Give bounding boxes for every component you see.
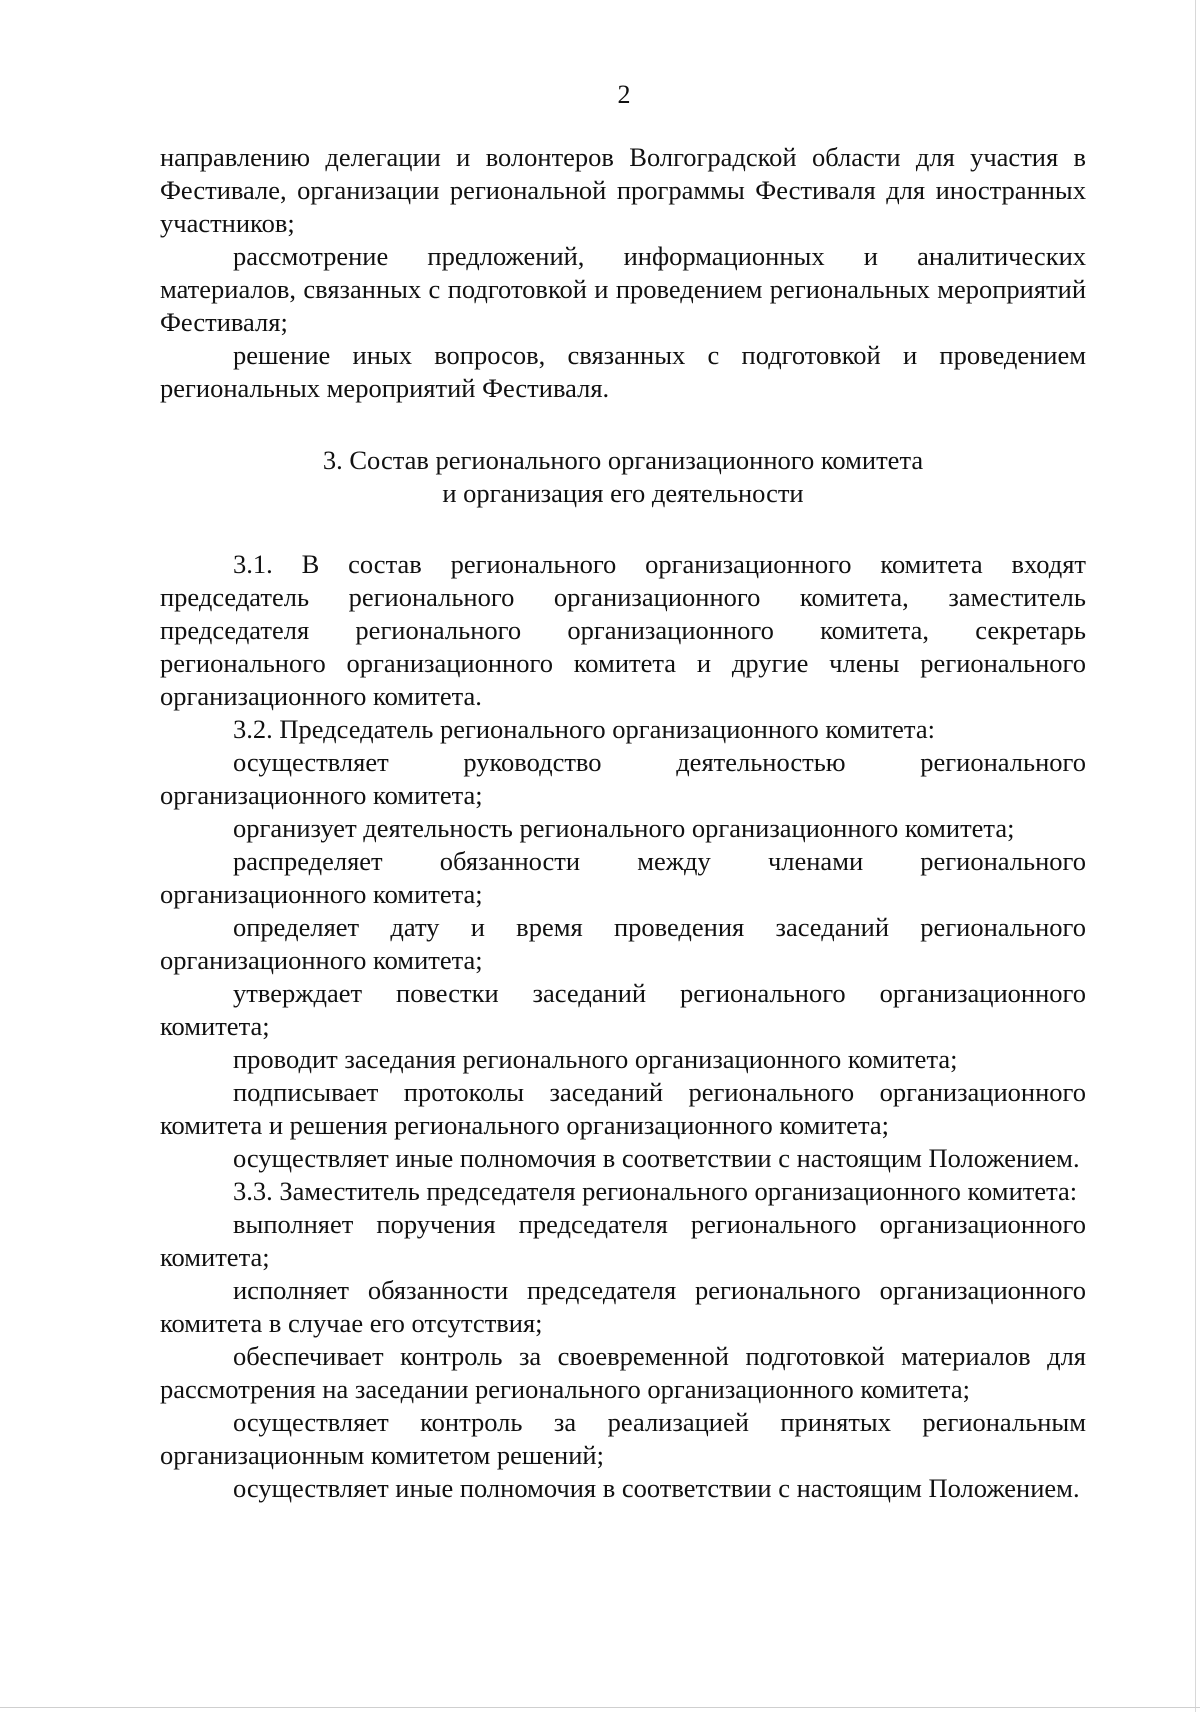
paragraph: проводит заседания регионального организационного комитета; bbox=[233, 1044, 958, 1074]
document-body bbox=[160, 141, 1086, 1505]
section-heading-line: и организация его деятельности bbox=[442, 478, 804, 508]
paragraph: 3.2. Председатель регионального организационного комитета: bbox=[233, 714, 935, 744]
scan-bottom-line bbox=[0, 1707, 1200, 1708]
section-heading bbox=[160, 444, 1086, 510]
paragraph: рассмотрение предложений, информационных и аналитических материалов, связанных с подготовкой и проведением региональных мероприятий Фестиваля; bbox=[160, 241, 1086, 337]
section-heading-line: 3. Состав регионального организационного комитета bbox=[322, 445, 924, 475]
paragraph: определяет дату и время проведения заседаний регионального организационного комитета; bbox=[160, 912, 1086, 975]
paragraph: 3.3. Заместитель председателя регионального организационного комитета: bbox=[233, 1176, 1078, 1206]
paragraph: подписывает протоколы заседаний регионального организационного комитета и решения регионального организационного комитета; bbox=[160, 1077, 1086, 1140]
paragraph: утверждает повестки заседаний регионального организационного комитета; bbox=[160, 978, 1086, 1041]
paragraph: осуществляет иные полномочия в соответствии с настоящим Положением. bbox=[233, 1143, 1080, 1173]
paragraph: 3.1. В состав регионального организационного комитета входят председатель регионального организационного комитета, заместитель председателя регионального организационного комитета, секретарь регионального организационного комитета и другие члены регионального организационного комитета. bbox=[160, 549, 1086, 711]
paragraph: обеспечивает контроль за своевременной подготовкой материалов для рассмотрения на заседании регионального организационного комитета; bbox=[160, 1341, 1086, 1404]
paragraph: направлению делегации и волонтеров Волгоградской области для участия в Фестивале, организации региональной программы Фестиваля для иностранных участников; bbox=[160, 142, 1086, 238]
paragraph: распределяет обязанности между членами регионального организационного комитета; bbox=[160, 846, 1086, 909]
page-number: 2 bbox=[617, 80, 631, 109]
paragraph: осуществляет иные полномочия в соответствии с настоящим Положением. bbox=[233, 1473, 1080, 1503]
paragraph: исполняет обязанности председателя регионального организационного комитета в случае его отсутствия; bbox=[160, 1275, 1086, 1338]
scan-edge-line bbox=[1195, 0, 1196, 1712]
paragraph: осуществляет руководство деятельностью регионального организационного комитета; bbox=[160, 747, 1086, 810]
paragraph: осуществляет контроль за реализацией принятых региональным организационным комитетом решений; bbox=[160, 1407, 1086, 1470]
paragraph: организует деятельность регионального организационного комитета; bbox=[233, 813, 1015, 843]
paragraph: выполняет поручения председателя регионального организационного комитета; bbox=[160, 1209, 1086, 1272]
paragraph: решение иных вопросов, связанных с подготовкой и проведением региональных мероприятий Фестиваля. bbox=[160, 340, 1086, 403]
